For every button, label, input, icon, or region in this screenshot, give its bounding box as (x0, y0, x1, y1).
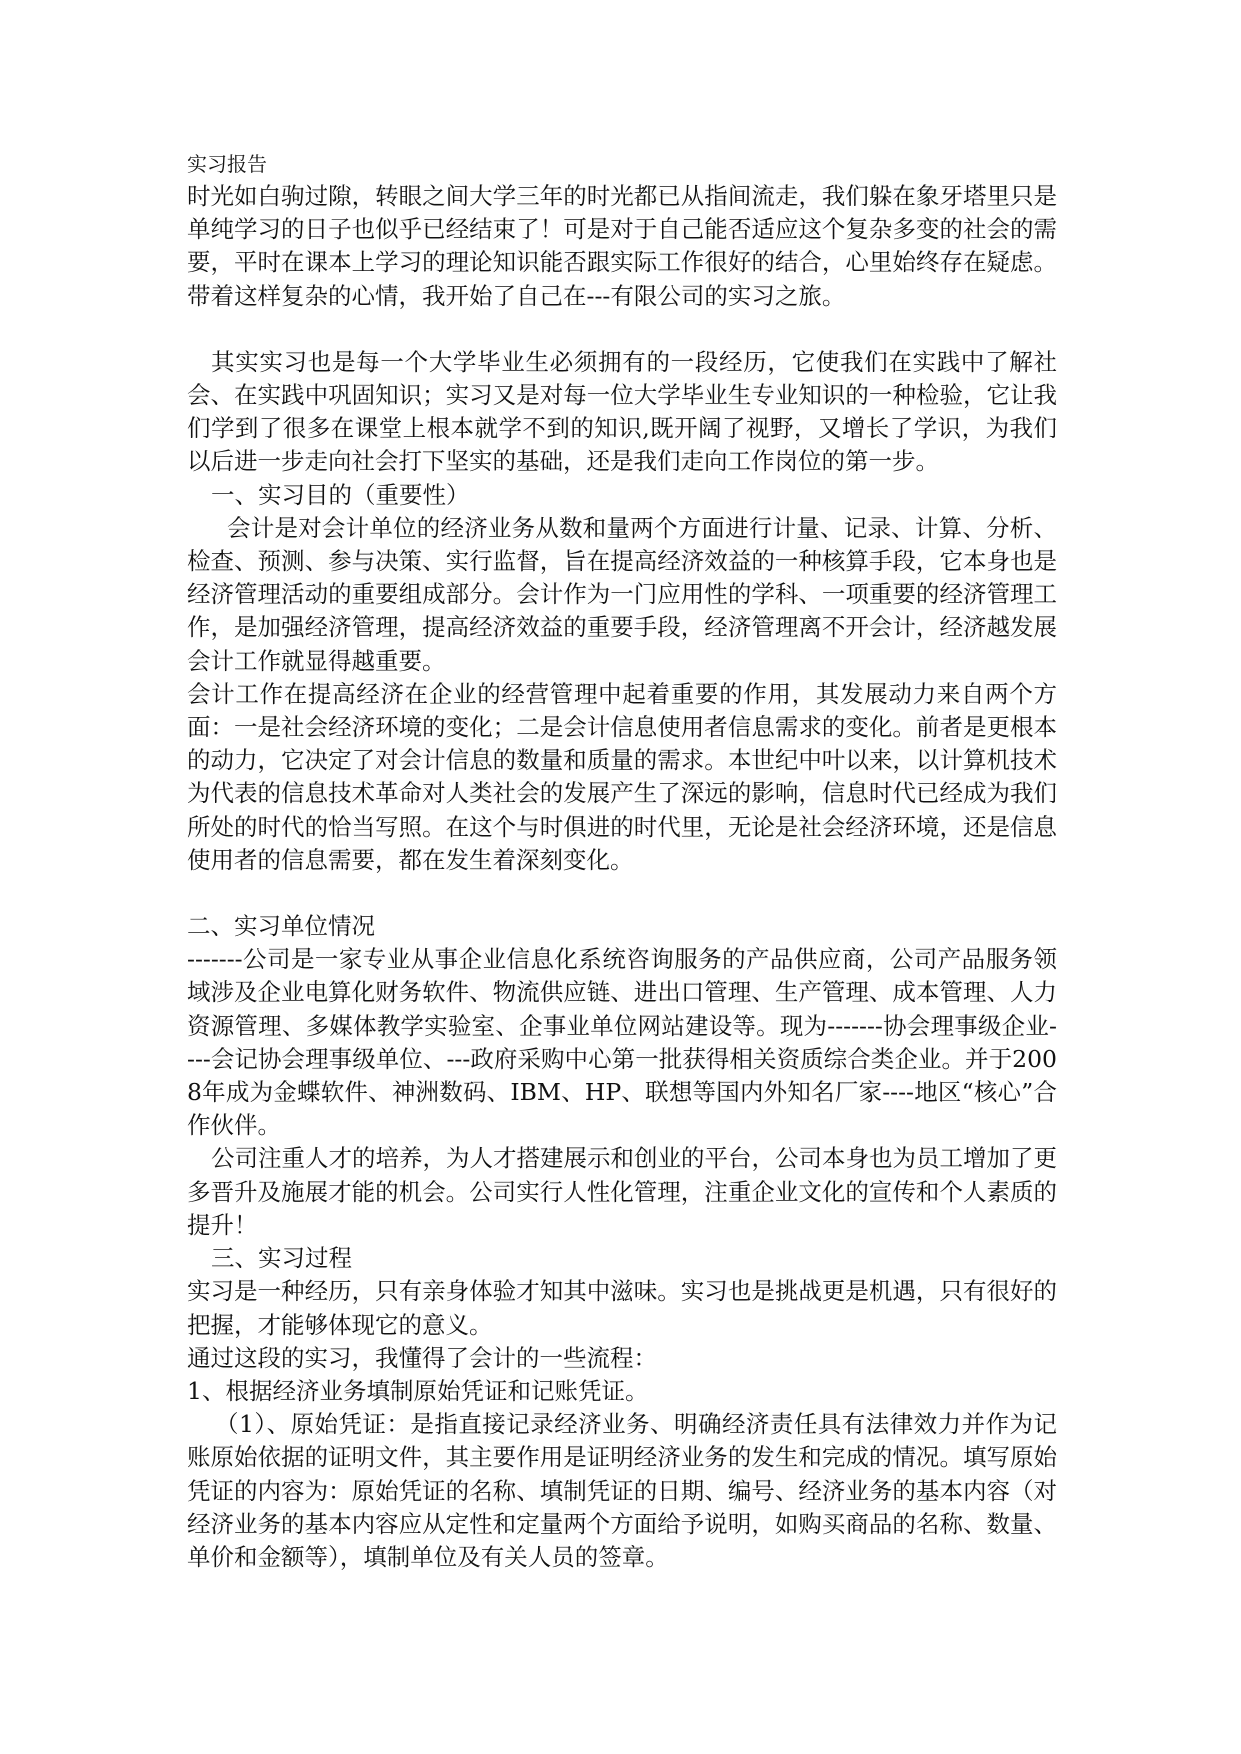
internship-significance-paragraph: 其实实习也是每一个大学毕业生必须拥有的一段经历，它使我们在实践中了解社会、在实践中巩固知识；实习又是对每一位大学毕业生专业知识的一种检验，它让我们学到了很多在课堂上根本就学不到的知识,既开阔了视野，又增长了学识，为我们以后进一步走向社会打下坚实的基础，还是我们走向工作岗位的第一步。 (187, 347, 1057, 476)
intro-paragraph: 时光如白驹过隙，转眼之间大学三年的时光都已从指间流走，我们躲在象牙塔里只是单纯学习的日子也似乎已经结束了！可是对于自己能否适应这个复杂多变的社会的需要，平时在课本上学习的理论知识能否跟实际工作很好的结合，心里始终存在疑虑。带着这样复杂的心情，我开始了自己在---有限公司的实习之旅。 (187, 182, 1057, 310)
company-culture-paragraph: 公司注重人才的培养，为人才搭建展示和创业的平台，公司本身也为员工增加了更多晋升及施展才能的机会。公司实行人性化管理，注重企业文化的宣传和个人素质的提升！ (187, 1144, 1057, 1239)
paragraph-gap (187, 313, 1057, 346)
document-body (187, 148, 1057, 1574)
internship-experience-paragraph: 实习是一种经历，只有亲身体验才知其中滋味。实习也是挑战更是机遇，只有很好的把握，才能够体现它的意义。 (187, 1277, 1057, 1339)
company-profile-paragraph: -------公司是一家专业从事企业信息化系统咨询服务的产品供应商，公司产品服务领域涉及企业电算化财务软件、物流供应链、进出口管理、生产管理、成本管理、人力资源管理、多媒体教学实验室、企事业单位网站建设等。现为-------协会理事级企业----会记协会理事级单位、---政府采购中心第一批获得相关资质综合类企业。并于2008年成为金蝶软件、神洲数码、IBM、HP、联想等国内外知名厂家----地区“核心”合作伙伴。 (187, 945, 1057, 1140)
original-voucher-paragraph: （1）、原始凭证：是指直接记录经济业务、明确经济责任具有法律效力并作为记账原始依据的证明文件，其主要作用是证明经济业务的发生和完成的情况。填写原始凭证的内容为：原始凭证的名称、填制凭证的日期、编号、经济业务的基本内容（对经济业务的基本内容应从定性和定量两个方面给予说明，如购买商品的名称、数量、单价和金额等），填制单位及有关人员的签章。 (187, 1410, 1057, 1571)
section-heading-company: 二、实习单位情况 (187, 912, 375, 941)
paragraph-gap (187, 877, 1057, 910)
accounting-definition-paragraph: 会计是对会计单位的经济业务从数和量两个方面进行计量、记录、计算、分析、检查、预测、参与决策、实行监督，旨在提高经济效益的一种核算手段，它本身也是经济管理活动的重要组成部分。会计作为一门应用性的学科、一项重要的经济管理工作，是加强经济管理，提高经济效益的重要手段，经济管理离不开会计，经济越发展会计工作就显得越重要。 (187, 513, 1057, 675)
process-item-1: 1、根据经济业务填制原始凭证和记账凭证。 (187, 1376, 649, 1405)
document-title: 实习报告 (187, 152, 267, 176)
accounting-development-paragraph: 会计工作在提高经济在企业的经营管理中起着重要的作用，其发展动力来自两个方面：一是社会经济环境的变化；二是会计信息使用者信息需求的变化。前者是更根本的动力，它决定了对会计信息的数量和质量的需求。本世纪中叶以来，以计算机技术为代表的信息技术革命对人类社会的发展产生了深远的影响，信息时代已经成为我们所处的时代的恰当写照。在这个与时俱进的时代里，无论是社会经济环境，还是信息使用者的信息需要，都在发生着深刻变化。 (187, 679, 1057, 874)
process-intro-paragraph: 通过这段的实习，我懂得了会计的一些流程： (187, 1343, 657, 1372)
section-heading-purpose: 一、实习目的（重要性） (211, 480, 470, 509)
section-heading-process: 三、实习过程 (211, 1244, 352, 1273)
